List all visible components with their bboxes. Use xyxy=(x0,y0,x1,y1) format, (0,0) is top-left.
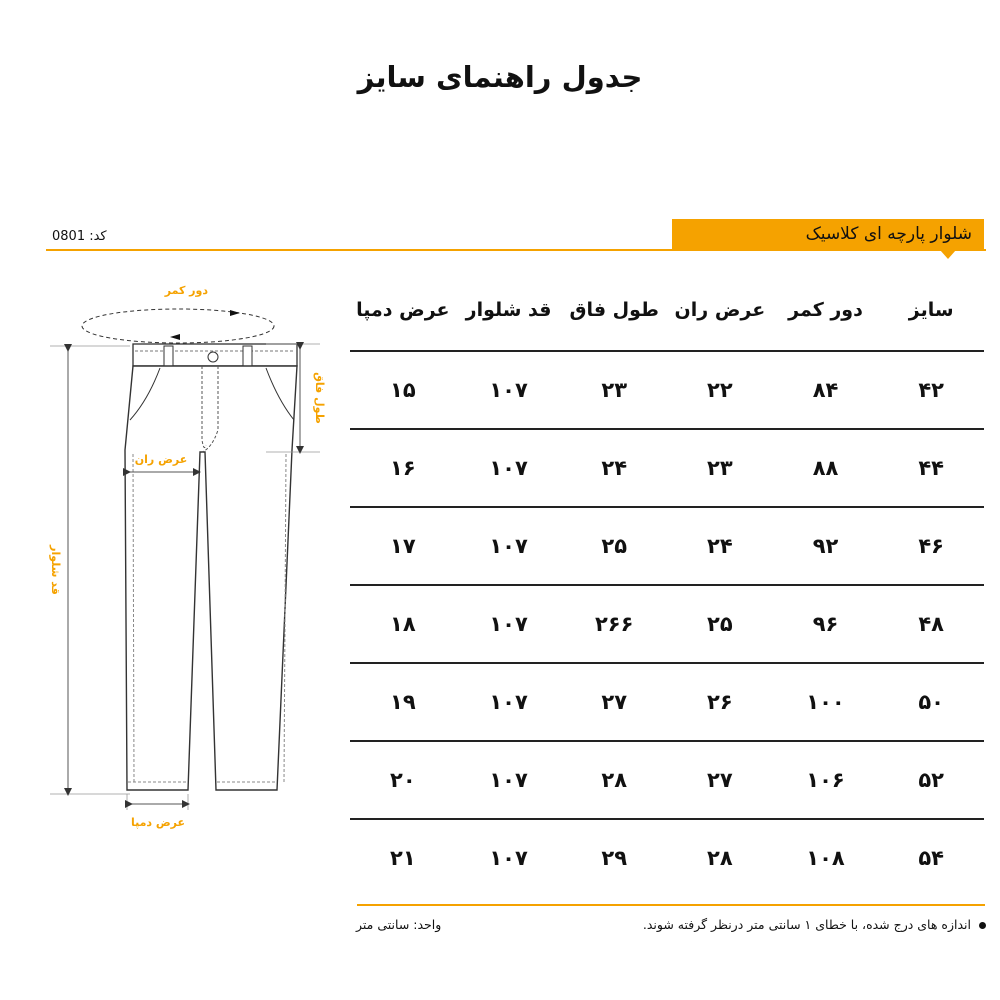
footer-divider xyxy=(357,904,985,906)
table-cell: ۲۵ xyxy=(667,585,773,663)
table-cell: ۴۸ xyxy=(878,585,984,663)
table-cell: ۱۰۸ xyxy=(806,846,845,870)
table-cell: ۲۶ xyxy=(667,663,773,741)
table-cell: ۲۵ xyxy=(561,507,667,585)
table-cell: ۱۰۰ xyxy=(773,663,879,741)
table-row xyxy=(350,351,984,429)
table-cell: ۲۶۶ xyxy=(561,585,667,663)
rise-label: طول فاق xyxy=(313,372,326,424)
pants-diagram xyxy=(30,270,330,850)
table-cell: ۱۶ xyxy=(350,429,456,507)
product-code: کد: 0801 xyxy=(52,229,107,244)
table-cell: ۲۸ xyxy=(707,846,733,870)
table-row xyxy=(350,429,984,507)
table-cell: ۲۴ xyxy=(667,507,773,585)
table-row xyxy=(350,819,984,896)
table-cell: ۲۲ xyxy=(667,351,773,429)
column-header: قد شلوار xyxy=(456,270,562,351)
table-cell: ۱۰۷ xyxy=(456,741,562,819)
banner-pointer xyxy=(940,250,956,259)
waist-arrow-icon xyxy=(230,310,240,316)
table-cell: ۱۰۷ xyxy=(456,351,562,429)
footer-note xyxy=(520,917,986,932)
table-cell: ۱۰۷ xyxy=(456,585,562,663)
table-cell: ۱۸ xyxy=(350,585,456,663)
waist-label: دور کمر xyxy=(164,284,208,297)
table-cell: ۹۶ xyxy=(773,585,879,663)
table-cell: ۸۸ xyxy=(773,429,879,507)
table-cell: ۲۳ xyxy=(667,429,773,507)
pants-outline xyxy=(125,366,297,790)
table-cell: ۲۱ xyxy=(390,846,416,870)
column-header: سایز xyxy=(878,270,984,351)
table-cell: ۱۹ xyxy=(350,663,456,741)
table-cell: ۲۰ xyxy=(350,741,456,819)
table-row xyxy=(350,741,984,819)
table-cell: ۱۰۷ xyxy=(456,663,562,741)
table-header-row xyxy=(350,270,984,351)
table-cell: ۴۴ xyxy=(878,429,984,507)
button xyxy=(208,352,218,362)
product-name-banner: شلوار پارچه ای کلاسیک xyxy=(672,219,984,250)
table-cell: ۴۲ xyxy=(878,351,984,429)
hem-label: عرض دمپا xyxy=(130,816,186,829)
column-header: عرض ران xyxy=(667,270,773,351)
table-cell: ۲۹ xyxy=(601,846,628,870)
table-cell: ۲۴ xyxy=(561,429,667,507)
table-cell: ۲۸ xyxy=(561,741,667,819)
table-cell: ۲۳ xyxy=(561,351,667,429)
thigh-label: عرض ران xyxy=(134,453,188,466)
size-table xyxy=(350,270,984,896)
table-cell: ۱۵ xyxy=(350,351,456,429)
table-cell: ۵۴ xyxy=(918,846,944,870)
waist-arrow-icon-2 xyxy=(170,334,180,340)
table-row xyxy=(350,585,984,663)
table-cell: ۱۷ xyxy=(350,507,456,585)
table-cell: ۸۴ xyxy=(773,351,879,429)
column-header: دور کمر xyxy=(773,270,879,351)
column-header: طول فاق xyxy=(561,270,667,351)
table-cell: ۴۶ xyxy=(878,507,984,585)
footer-note-text: اندازه های درج شده، با خطای ۱ سانتی متر درنظر گرفته شوند. xyxy=(642,917,971,932)
table-cell: ۱۰۷ xyxy=(456,507,562,585)
page-title: جدول راهنمای سایز xyxy=(357,60,643,94)
table-cell: ۲۷ xyxy=(561,663,667,741)
table-row xyxy=(350,507,984,585)
table-cell: ۹۲ xyxy=(773,507,879,585)
column-header: عرض دمپا xyxy=(350,270,456,351)
table-cell: ۱۰۷ xyxy=(456,429,562,507)
bullet-icon xyxy=(979,922,986,929)
table-cell: ۵۰ xyxy=(878,663,984,741)
table-cell: ۱۰۶ xyxy=(773,741,879,819)
length-label: قد شلوار xyxy=(49,545,62,595)
table-cell: ۲۷ xyxy=(667,741,773,819)
table-row xyxy=(350,663,984,741)
table-cell: ۱۰۷ xyxy=(489,846,528,870)
table-cell: ۵۲ xyxy=(878,741,984,819)
unit-label: واحد: سانتی متر xyxy=(356,917,442,932)
